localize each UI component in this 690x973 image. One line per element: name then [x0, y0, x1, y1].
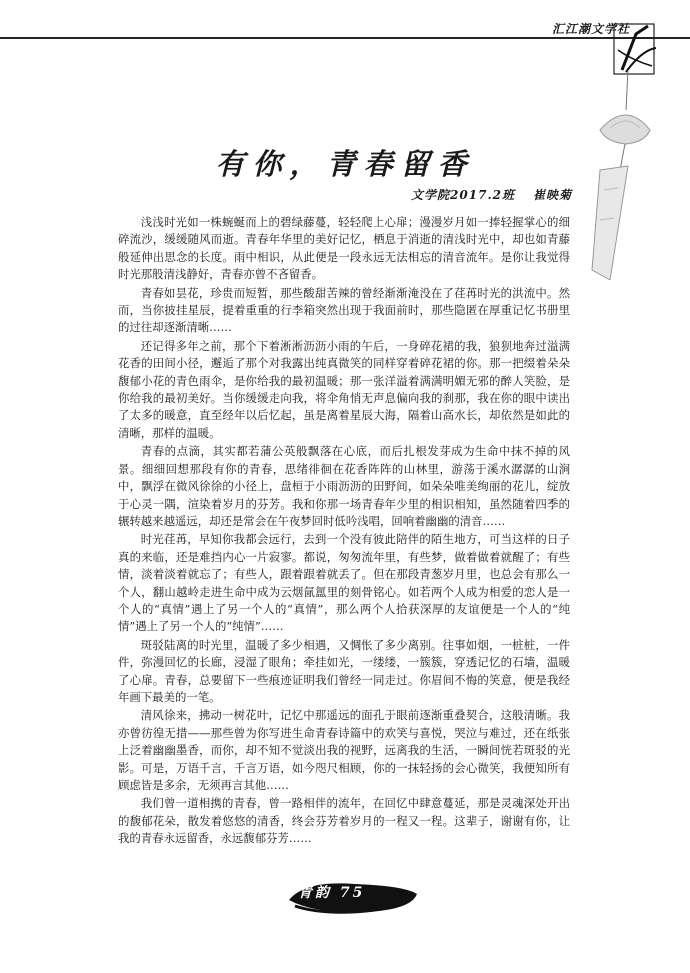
article-body [118, 214, 570, 848]
paragraph: 还记得多年之前，那个下着淅淅沥沥小雨的午后，一身碎花裙的我，狼狈地奔过溢满花香的田间小径，邂逅了那个对我露出纯真微笑的同样穿着碎花裙的你。那一把缀着朵朵馥郁小花的青色雨伞，是你给我的最初温暖；那一张洋溢着满满明媚无邪的醉人笑脸，是你给我的最初美好。当你缓缓走向我，将伞角悄无声息偏向我的刹那，我在你的眼中读出了太多的暖意，直至经年以后忆起，虽是离着星辰大海，隔着山高水长，却依然是如此的清晰，那样的温暖。 [118, 338, 570, 440]
paragraph: 清风徐来，拂动一树花叶，记忆中那遥远的面孔于眼前逐渐重叠契合，这般清晰。我亦曾彷徨无措——那些曾为你写进生命青春诗篇中的欢笑与喜悦，哭泣与难过，还在纸张上泛着幽幽墨香，而你，却不知不觉淡出我的视野，远离我的生活，一瞬间恍若斑驳的光影。可是，万语千言，千言万语，如今咫尺相顾，你的一抹轻扬的会心微笑，我便知所有顾虑皆是多余，无须再言其他…… [118, 708, 570, 792]
paragraph: 青春的点滴，其实都若蒲公英般飘落在心底，而后扎根发芽成为生命中抹不掉的风景。细细回想那段有你的青春，思绪徘徊在花香阵阵的山林里，游荡于溪水潺潺的山涧中，飘浮在微风徐徐的小径上，盘桓于小雨沥沥的田野间，如朵朵唯美绚丽的花儿，绽放于心灵一隅，渲染着岁月的芬芳。我和你那一场青春年少里的相识相知，虽然随着四季的辗转越来越遥远，却还是常会在午夜梦回时低吟浅唱，回响着幽幽的清音…… [118, 444, 570, 528]
header-rule [0, 37, 690, 39]
paragraph: 青春如昙花，珍贵而短暂，那些酸甜苦辣的曾经渐渐淹没在了荏苒时光的洪流中。然而，当你披挂星辰，提着重重的行李箱突然出现于我面前时，那些隐匿在厚重记忆书册里的过往却逐渐清晰…… [118, 285, 570, 335]
page-stamp-text: 青韵 75 [298, 885, 366, 901]
author-name: 崔映菊 [532, 188, 572, 202]
author-affiliation: 文学院2017.2班 [411, 188, 515, 202]
paragraph: 我们曾一道相携的青春，曾一路相伴的流年，在回忆中肆意蔓延，那是灵魂深处开出的馥郁花朵，散发着悠悠的清香，终会芬芳着岁月的一程又一程。这辈子，谢谢有你，让我的青春永远留香，永远馥郁芬芳…… [118, 796, 570, 846]
journal-name: 汇江潮文学社 [551, 22, 630, 36]
paragraph: 斑驳陆离的时光里，温暖了多少相遇，又惆怅了多少离别。往事如烟，一桩桩，一件件，弥漫回忆的长廊，浸湿了眼角；牵挂如光，一缕缕，一簇簇，穿透记忆的石墙，温暖了心扉。青春，总要留下一些痕迹证明我们曾经一同走过。你眉间不悔的笑意，便是我经年画下最美的一笔。 [118, 637, 570, 704]
article-title: 有你，青春留香 [215, 147, 475, 181]
paragraph: 时光荏苒，早知你我都会远行，去到一个没有彼此陪伴的陌生地方，可当这样的日子真的来临，还是难挡内心一片寂寥。都说，匆匆流年里，有些梦，做着做着就醒了；有些情，淡着淡着就忘了；有些人，跟着跟着就丢了。但在那段青葱岁月里，也总会有那么一个人，翻山越岭走进生命中成为云烟氤氲里的刻骨铭心。如若两个人成为相爱的恋人是一个人的“真情”遇上了另一个人的“真情”，那么两个人拾获深厚的友谊便是一个人的“纯情”遇上了另一个人的“纯情”…… [118, 532, 570, 634]
paragraph: 浅浅时光如一株蜿蜒而上的碧绿藤蔓，轻轻爬上心扉；漫漫岁月如一捧轻握掌心的细碎流沙，缓缓随风而逝。青春年华里的美好记忆，栖息于消逝的清浅时光中，却也如青藤般延伸出思念的长度。雨中相识，从此便是一段永远无法相忘的清音流年。是你让我觉得时光那般清浅静好，青春亦曾不吝留香。 [118, 215, 570, 282]
byline [411, 186, 572, 203]
